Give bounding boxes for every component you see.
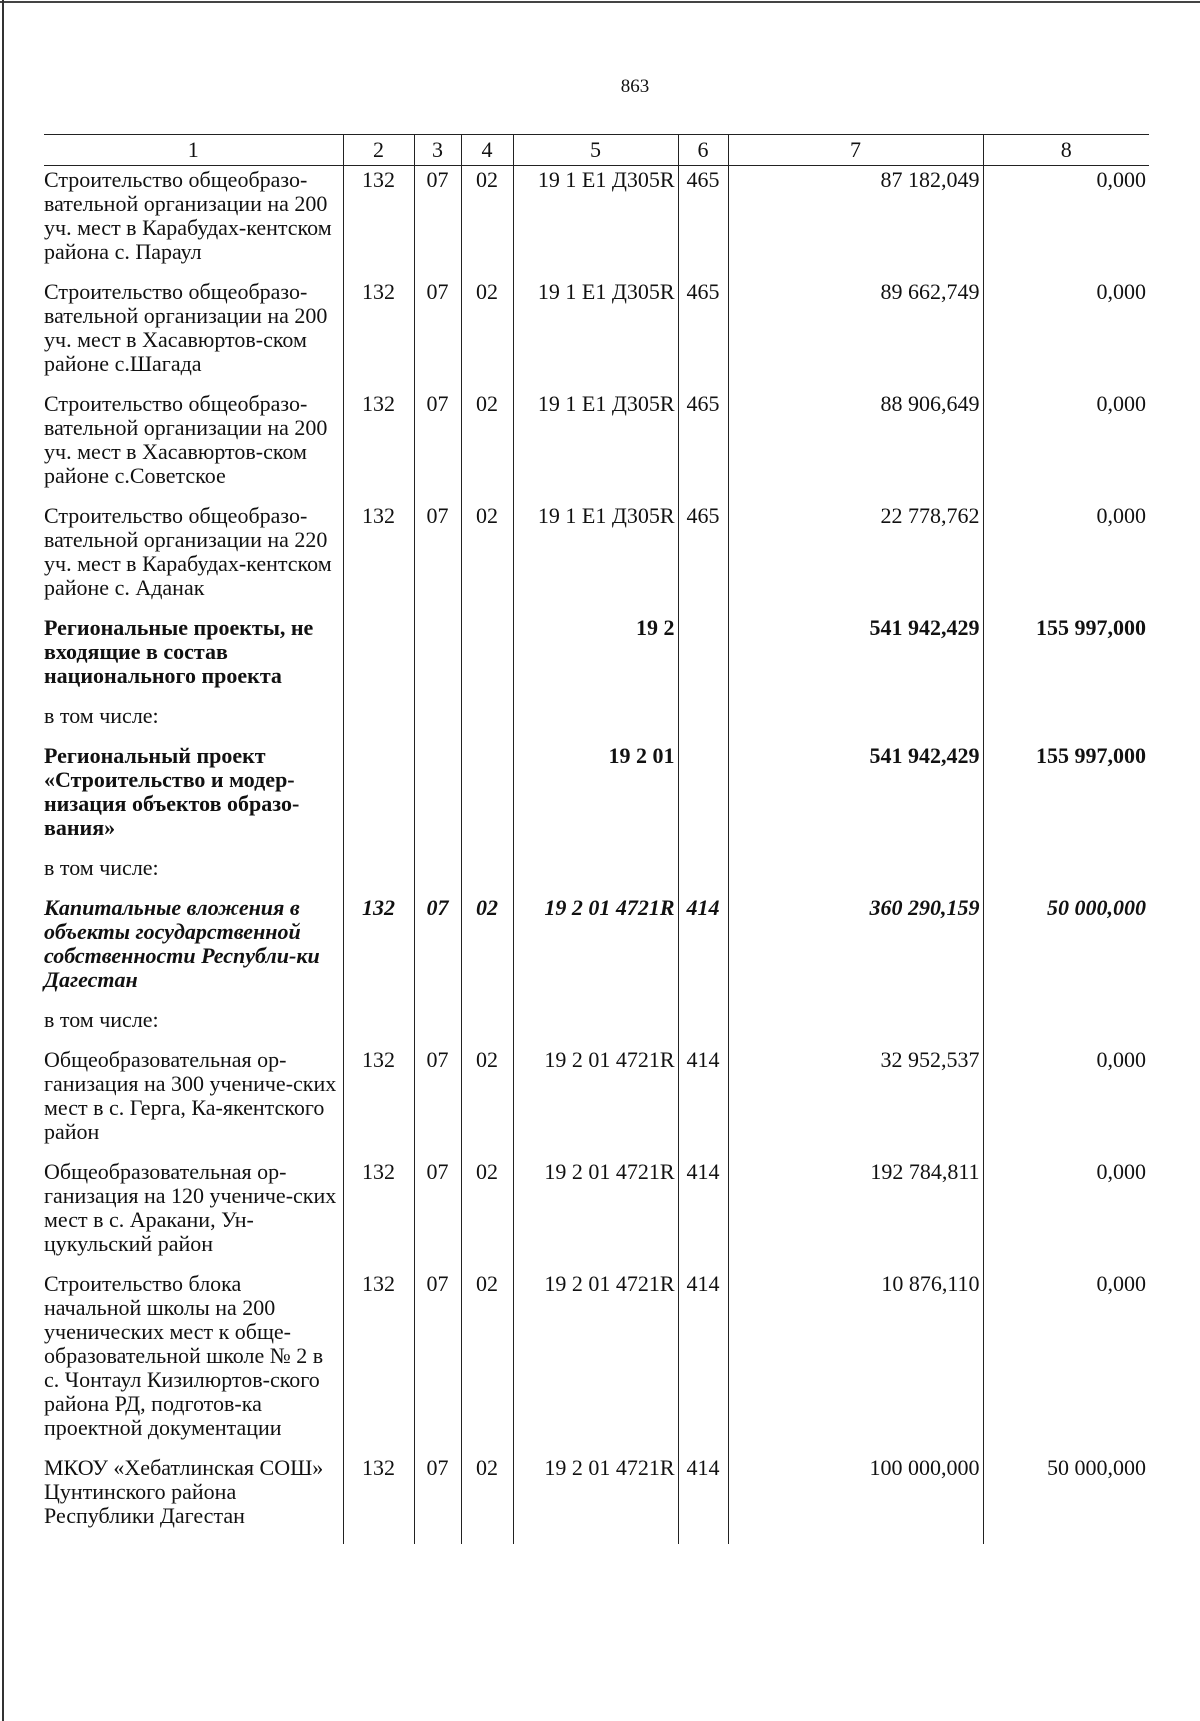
column-header: 8	[983, 135, 1149, 166]
cell-section	[414, 704, 461, 744]
cell-name: Региональные проекты, не входящие в состав национального проекта	[44, 615, 314, 688]
cell-target-article: 19 1 E1 Д305R	[513, 504, 678, 616]
table-row	[44, 744, 1149, 856]
cell-section	[414, 744, 461, 856]
cell-admin-code: 132	[343, 166, 414, 281]
cell-admin-code: 132	[343, 392, 414, 504]
page-border-top	[0, 1, 1200, 3]
cell-amount-1: 10 876,110	[728, 1272, 983, 1456]
cell-section: 07	[414, 1456, 461, 1544]
cell-amount-1: 32 952,537	[728, 1048, 983, 1160]
cell-target-article: 19 1 E1 Д305R	[513, 392, 678, 504]
cell-subsection: 02	[461, 1456, 513, 1544]
note-row	[44, 704, 1149, 744]
cell-expense-type: 465	[678, 504, 728, 616]
cell-amount-2: 0,000	[983, 1048, 1149, 1160]
cell-amount-2: 0,000	[983, 1160, 1149, 1272]
cell-name: в том числе:	[44, 855, 159, 880]
cell-name: в том числе:	[44, 703, 159, 728]
cell-target-article: 19 2 01 4721R	[513, 896, 678, 1008]
column-header: 2	[343, 135, 414, 166]
cell-section	[414, 1008, 461, 1048]
page-number: 863	[620, 76, 650, 97]
cell-name: Строительство общеобразо-вательной организации на 200 уч. мест в Хасавюртов-ском районе с.Советское	[44, 391, 328, 488]
cell-subsection: 02	[461, 166, 513, 281]
cell-amount-1: 360 290,159	[728, 896, 983, 1008]
cell-amount-2	[983, 1008, 1149, 1048]
cell-amount-2	[983, 704, 1149, 744]
cell-amount-1	[728, 1008, 983, 1048]
cell-admin-code: 132	[343, 1048, 414, 1160]
cell-section	[414, 616, 461, 704]
column-header: 1	[44, 135, 343, 166]
cell-expense-type	[678, 704, 728, 744]
cell-expense-type: 414	[678, 1456, 728, 1544]
cell-target-article	[513, 856, 678, 896]
cell-admin-code: 132	[343, 896, 414, 1008]
cell-expense-type: 414	[678, 1160, 728, 1272]
cell-admin-code	[343, 856, 414, 896]
cell-section: 07	[414, 280, 461, 392]
cell-admin-code: 132	[343, 280, 414, 392]
column-header: 5	[513, 135, 678, 166]
cell-name: Строительство общеобразо-вательной организации на 200 уч. мест в Карабудах-кентском района с. Параул	[44, 167, 332, 264]
cell-section: 07	[414, 1048, 461, 1160]
cell-target-article: 19 2 01 4721R	[513, 1048, 678, 1160]
cell-target-article: 19 2 01 4721R	[513, 1272, 678, 1456]
cell-amount-1: 192 784,811	[728, 1160, 983, 1272]
column-header: 4	[461, 135, 513, 166]
cell-admin-code: 132	[343, 1456, 414, 1544]
cell-amount-1: 88 906,649	[728, 392, 983, 504]
cell-amount-2: 50 000,000	[983, 896, 1149, 1008]
budget-table	[44, 134, 1149, 1544]
cell-expense-type: 465	[678, 166, 728, 281]
cell-amount-1: 87 182,049	[728, 166, 983, 281]
cell-amount-1: 22 778,762	[728, 504, 983, 616]
cell-subsection: 02	[461, 896, 513, 1008]
cell-section: 07	[414, 504, 461, 616]
note-row	[44, 1008, 1149, 1048]
cell-amount-2: 0,000	[983, 1272, 1149, 1456]
cell-subsection	[461, 744, 513, 856]
cell-admin-code	[343, 616, 414, 704]
table-row	[44, 1160, 1149, 1272]
cell-amount-1	[728, 704, 983, 744]
cell-section	[414, 856, 461, 896]
header-row	[44, 135, 1149, 166]
cell-admin-code	[343, 704, 414, 744]
cell-expense-type: 414	[678, 896, 728, 1008]
cell-amount-1: 100 000,000	[728, 1456, 983, 1544]
cell-amount-2	[983, 856, 1149, 896]
table-row	[44, 392, 1149, 504]
cell-expense-type	[678, 744, 728, 856]
cell-expense-type: 414	[678, 1048, 728, 1160]
cell-amount-2: 155 997,000	[983, 744, 1149, 856]
cell-section: 07	[414, 166, 461, 281]
cell-admin-code: 132	[343, 1160, 414, 1272]
cell-subsection: 02	[461, 1272, 513, 1456]
cell-admin-code	[343, 744, 414, 856]
cell-name: в том числе:	[44, 1007, 159, 1032]
cell-subsection	[461, 616, 513, 704]
cell-subsection	[461, 1008, 513, 1048]
note-row	[44, 856, 1149, 896]
cell-target-article: 19 1 E1 Д305R	[513, 280, 678, 392]
cell-admin-code	[343, 1008, 414, 1048]
table-row	[44, 166, 1149, 281]
cell-amount-2: 0,000	[983, 280, 1149, 392]
cell-expense-type: 465	[678, 392, 728, 504]
table-row	[44, 280, 1149, 392]
cell-subsection: 02	[461, 504, 513, 616]
cell-expense-type: 465	[678, 280, 728, 392]
cell-subsection: 02	[461, 1160, 513, 1272]
cell-subsection: 02	[461, 392, 513, 504]
cell-name: МКОУ «Хебатлинская СОШ» Цунтинского района Республики Дагестан	[44, 1455, 324, 1528]
cell-admin-code: 132	[343, 504, 414, 616]
column-header: 6	[678, 135, 728, 166]
cell-amount-2: 0,000	[983, 504, 1149, 616]
cell-amount-2: 155 997,000	[983, 616, 1149, 704]
cell-amount-2: 50 000,000	[983, 1456, 1149, 1544]
cell-amount-1: 541 942,429	[728, 744, 983, 856]
cell-subsection: 02	[461, 1048, 513, 1160]
table-row	[44, 896, 1149, 1008]
cell-name: Строительство общеобразо-вательной организации на 220 уч. мест в Карабудах-кентском районе с. Аданак	[44, 503, 332, 600]
cell-target-article: 19 1 E1 Д305R	[513, 166, 678, 281]
table-row	[44, 504, 1149, 616]
cell-subsection: 02	[461, 280, 513, 392]
cell-section: 07	[414, 392, 461, 504]
column-header: 7	[728, 135, 983, 166]
cell-expense-type: 414	[678, 1272, 728, 1456]
cell-expense-type	[678, 856, 728, 896]
cell-amount-2: 0,000	[983, 392, 1149, 504]
cell-name: Строительство общеобразо-вательной организации на 200 уч. мест в Хасавюртов-ском районе с.Шагада	[44, 279, 328, 376]
cell-subsection	[461, 704, 513, 744]
cell-target-article: 19 2	[513, 616, 678, 704]
table-row	[44, 1048, 1149, 1160]
cell-name: Региональный проект «Строительство и модер-низация объектов образо-вания»	[44, 743, 300, 840]
cell-target-article: 19 2 01 4721R	[513, 1160, 678, 1272]
cell-amount-1	[728, 856, 983, 896]
cell-expense-type	[678, 1008, 728, 1048]
cell-target-article	[513, 704, 678, 744]
cell-expense-type	[678, 616, 728, 704]
cell-admin-code: 132	[343, 1272, 414, 1456]
cell-amount-2: 0,000	[983, 166, 1149, 281]
cell-name: Общеобразовательная ор-ганизация на 120 учениче-ских мест в с. Аракани, Ун-цукульский район	[44, 1159, 337, 1256]
cell-name: Капитальные вложения в объекты государственной собственности Республи-ки Дагестан	[44, 895, 320, 992]
cell-subsection	[461, 856, 513, 896]
cell-section: 07	[414, 896, 461, 1008]
table-row	[44, 1272, 1149, 1456]
page-border-left	[2, 0, 4, 1721]
cell-target-article: 19 2 01	[513, 744, 678, 856]
cell-name: Строительство блока начальной школы на 200 ученических мест к обще-образовательной школе № 2 в с. Чонтаул Кизилюртов-ского района РД, подготов-ка проектной документации	[44, 1271, 324, 1440]
table-row	[44, 616, 1149, 704]
cell-target-article: 19 2 01 4721R	[513, 1456, 678, 1544]
cell-amount-1: 89 662,749	[728, 280, 983, 392]
cell-section: 07	[414, 1160, 461, 1272]
column-header: 3	[414, 135, 461, 166]
cell-target-article	[513, 1008, 678, 1048]
cell-section: 07	[414, 1272, 461, 1456]
cell-name: Общеобразовательная ор-ганизация на 300 учениче-ских мест в с. Герга, Ка-якентского район	[44, 1047, 337, 1144]
table-row	[44, 1456, 1149, 1544]
cell-amount-1: 541 942,429	[728, 616, 983, 704]
